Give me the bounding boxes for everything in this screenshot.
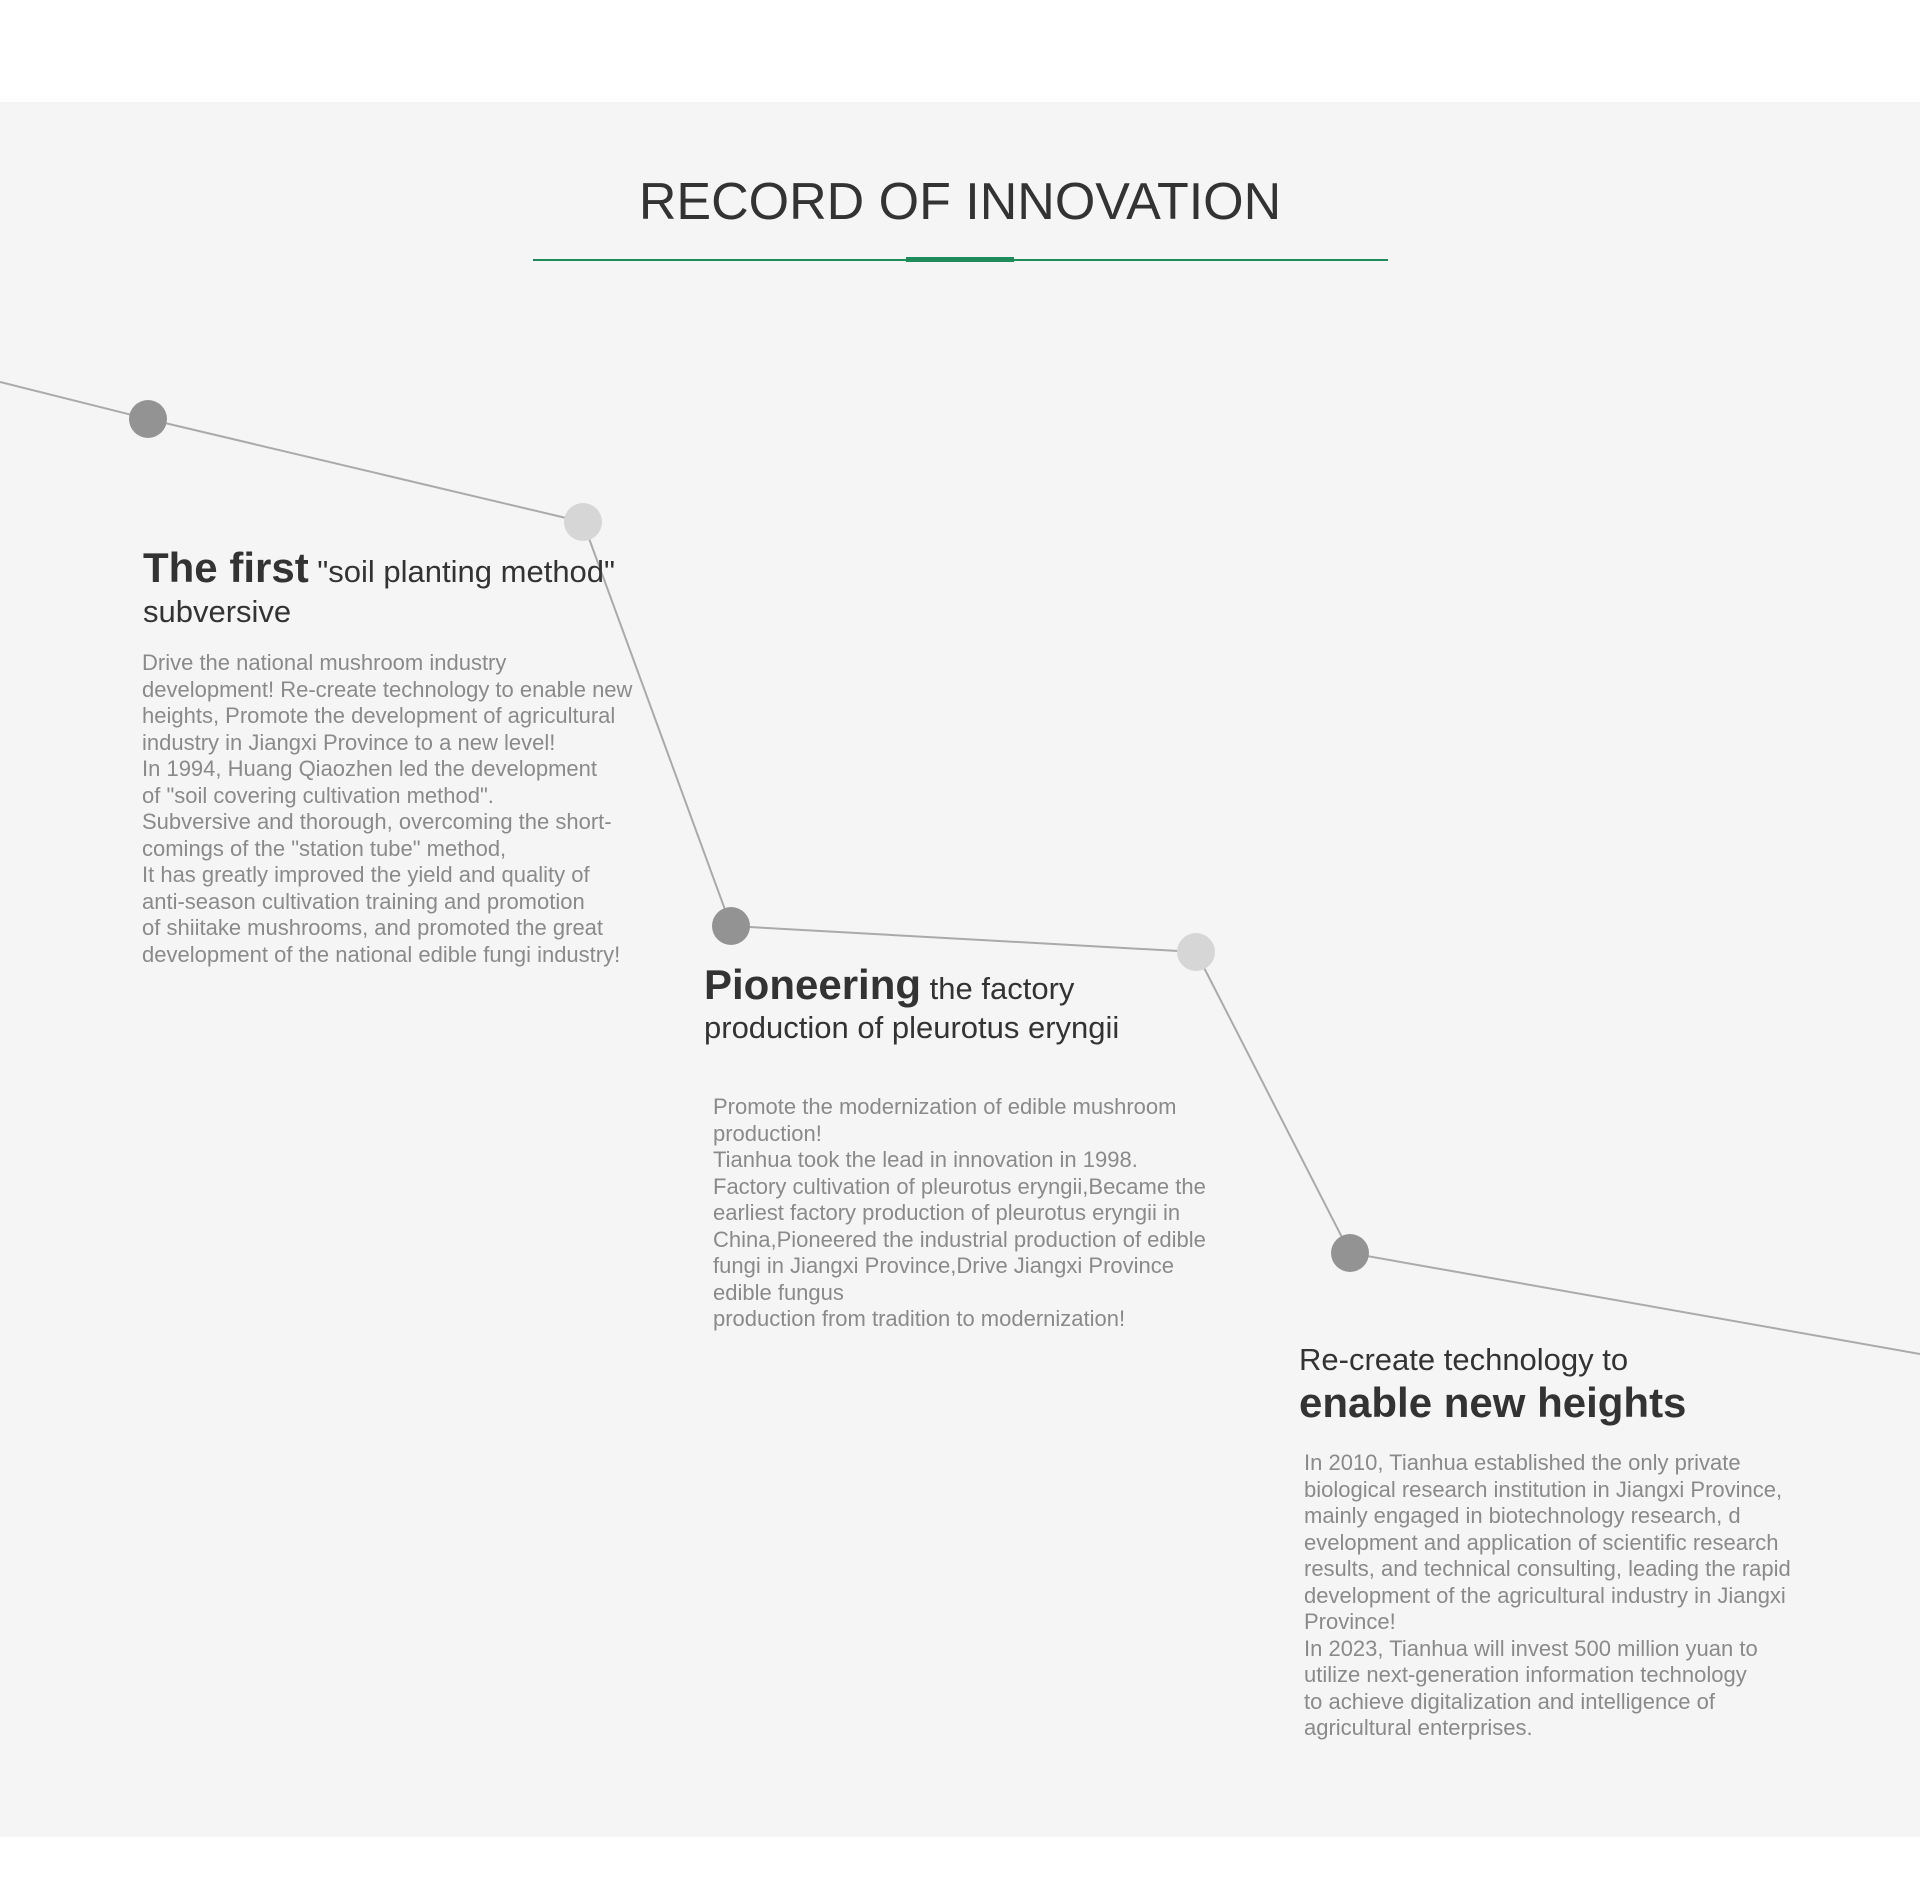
milestone-title bbox=[1299, 1340, 1859, 1426]
milestone-title-line2: subversive bbox=[143, 594, 292, 629]
milestone-title-bold: Pioneering bbox=[704, 961, 922, 1008]
timeline-node-dark bbox=[712, 907, 750, 945]
milestone-card bbox=[142, 544, 663, 968]
timeline-node-dark bbox=[1331, 1234, 1369, 1272]
milestone-title-rest: "soil planting method" bbox=[308, 554, 616, 589]
milestone-description: Promote the modernization of edible mushroom production! Tianhua took the lead in innovation in 1998. Factory cultivation of pleurotus eryngii,Became the earliest factory production of pleurotus eryngii in China,Pioneered the industrial production of edible fungi in Jiangxi Province,Drive Jiangxi Province edible fungus production from tradition to modernization! bbox=[713, 1094, 1206, 1331]
milestone-title-line1: Re-create technology to bbox=[1299, 1342, 1629, 1377]
section-title: RECORD OF INNOVATION bbox=[638, 173, 1282, 231]
timeline-node-light bbox=[564, 503, 602, 541]
milestone-card bbox=[704, 961, 1264, 1333]
milestone-title bbox=[704, 961, 1264, 1049]
timeline-node-dark bbox=[129, 400, 167, 438]
milestone-title-bold: The first bbox=[143, 544, 309, 591]
milestone-title-bold: enable new heights bbox=[1299, 1379, 1687, 1426]
milestone-description: In 2010, Tianhua established the only private biological research institution in Jiangxi Province, mainly engaged in biotechnology research, d evelopment and application of scientific research results, and technical consulting, leading the rapid development of the agricultural industry in Jiangxi Province! In 2023, Tianhua will invest 500 million yuan to utilize next-generation information technology to achieve digitalization and intelligence of agricultural enterprises. bbox=[1304, 1450, 1791, 1740]
milestone-title-rest: the factory bbox=[921, 971, 1075, 1006]
milestone-card bbox=[1299, 1340, 1859, 1742]
milestone-title bbox=[143, 544, 663, 634]
milestone-description: Drive the national mushroom industry development! Re-create technology to enable new heights, Promote the development of agricultural industry in Jiangxi Province to a new level! In 1994, Huang Qiaozhen led the development of "soil covering cultivation method". Subversive and thorough, overcoming the short- comings of the "station tube" method, It has greatly improved the yield and quality of anti-season cultivation training and promotion of shiitake mushrooms, and promoted the great development of the national edible fungi industry! bbox=[142, 650, 633, 967]
milestone-title-line2: production of pleurotus eryngii bbox=[704, 1010, 1120, 1045]
timeline-node-light bbox=[1177, 933, 1215, 971]
